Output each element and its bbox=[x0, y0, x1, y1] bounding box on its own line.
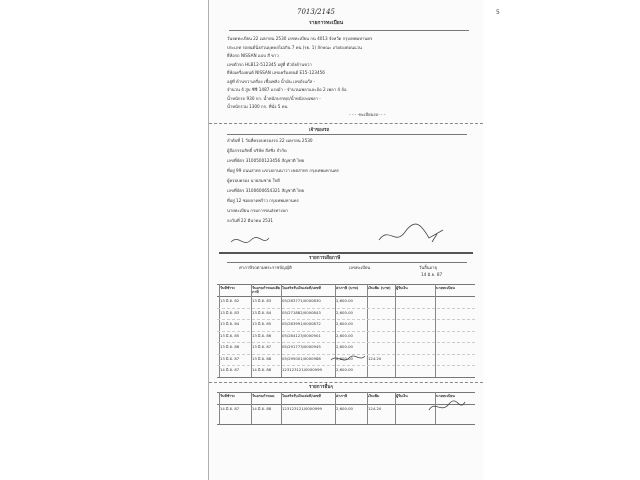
owner-section-title: เจ้าของรถ bbox=[309, 128, 330, 133]
other-table-bottom-border bbox=[217, 424, 475, 425]
tax-table-column-header: วันครบกำหนดเสียภาษี bbox=[252, 286, 280, 294]
other-table-column-header: นายทะเบียน bbox=[436, 394, 455, 398]
other-table-column-header: ผู้รับเงิน bbox=[396, 394, 408, 398]
tax-table-column-header: ผู้รับเงิน bbox=[396, 286, 408, 290]
tax-table-column-header: ใบเสร็จรับเงินเล่มที่/เลขที่ bbox=[282, 286, 321, 290]
tax-table-cell: 124.20 bbox=[368, 355, 382, 361]
owner-detail-row: นายทะเบียน กรมการขนส่งทางบก bbox=[227, 208, 288, 213]
tax-table-cell: 13 มิ.ย. 84 bbox=[220, 321, 240, 326]
section-divider-2 bbox=[209, 382, 483, 383]
tax-table-cell: 2,600.00 bbox=[336, 298, 353, 303]
section-divider bbox=[209, 123, 483, 124]
vehicle-detail-row: ประเภท รถยนต์นั่งส่วนบุคคลไม่เกิน 7 คน (รย. 1) ลักษณะ เก๋งสองตอนแวน bbox=[227, 44, 362, 50]
tax-header-right: วันสิ้นอายุ bbox=[419, 265, 437, 270]
tax-table-cell: 13 มิ.ย. 83 bbox=[220, 309, 240, 315]
title-rule bbox=[229, 30, 469, 31]
tax-table-row-divider bbox=[217, 308, 475, 309]
other-table-cell: 2,600.00 bbox=[336, 406, 353, 411]
tax-table-top-border bbox=[217, 284, 475, 285]
tax-table-row-divider bbox=[217, 331, 475, 332]
tax-table-cell: 05/271882/0000843 bbox=[282, 309, 321, 315]
owner-detail-row: ผู้ถือกรรมสิทธิ์ บริษัท ลีสซิ่ง จำกัด bbox=[227, 148, 287, 153]
tax-title-rule bbox=[227, 262, 467, 263]
owner-detail-row: เลขที่บัตร 3100600654321 สัญชาติ ไทย bbox=[227, 188, 305, 193]
tax-table-cell: 13 มิ.ย. 87 bbox=[252, 344, 272, 349]
tax-table-cell: 05/283991/0000872 bbox=[282, 321, 321, 326]
tax-table-cell: 13 มิ.ย. 83 bbox=[252, 298, 272, 303]
tax-table-cell: 05/291773/0000945 bbox=[282, 344, 321, 349]
tax-table-cell: 123123121/0000999 bbox=[282, 367, 322, 372]
tax-table-cell: 2,600.00 bbox=[336, 344, 353, 349]
tax-table-cell: 13 มิ.ย. 82 bbox=[220, 298, 240, 303]
vehicle-detail-row: วันจดทะเบียน 22 เมษายน 2530 เลขทะเบียน กน 4013 จังหวัด กรุงเทพมหานคร bbox=[227, 36, 373, 41]
owner-detail-row: ลำดับที่ 1 วันที่ครอบครองรถ 22 เมษายน 2530 bbox=[227, 138, 313, 143]
registrar-signature bbox=[377, 220, 447, 250]
tax-table-cell: 13 มิ.ย. 85 bbox=[252, 321, 272, 326]
bottom-signature bbox=[427, 398, 467, 418]
tax-table-column-header: นายทะเบียน bbox=[436, 286, 455, 290]
vehicle-detail-row: เลขตัวรถ HLB12-512345 อยู่ที่ ตัวถังด้านขวา bbox=[227, 61, 312, 67]
tax-table-cell: 13 มิ.ย. 86 bbox=[252, 332, 272, 338]
officer-signature bbox=[229, 232, 289, 250]
other-table-column-header: วันครบกำหนด bbox=[252, 394, 275, 398]
tax-table-cell: 14 มิ.ย. 87 bbox=[220, 367, 240, 372]
tax-section-title: รายการเสียภาษี bbox=[309, 256, 341, 261]
owner-rule bbox=[227, 134, 467, 135]
tax-table-cell: 2,600.00 bbox=[336, 367, 353, 372]
tax-table-column-header: วันที่ชำระ bbox=[220, 286, 236, 290]
bottom-section-title: รายการอื่นๆ bbox=[309, 385, 333, 390]
tax-table-cell: 14 มิ.ย. 88 bbox=[252, 367, 272, 372]
tax-table-cell: 05/295001/0000988 bbox=[282, 355, 321, 361]
tax-table-cell: 05/283771/0000830 bbox=[282, 298, 321, 303]
tax-header-left: ค่าภาษีรถตามพระราชบัญญัติ bbox=[239, 265, 292, 270]
tax-table-cell: 2,600.00 bbox=[336, 309, 353, 315]
document-id: 7013/2145 bbox=[297, 8, 335, 16]
vehicle-detail-row: ยี่ห้อเครื่องยนต์ NISSAN เลขเครื่องยนต์ E15-123456 bbox=[227, 70, 325, 75]
other-table-cell: 14 มิ.ย. 88 bbox=[252, 406, 272, 411]
tax-table-cell: 2,600.00 bbox=[336, 332, 353, 338]
tax-table-column-header: ค่าภาษี (บาท) bbox=[336, 286, 359, 290]
tax-table-cell: 13 มิ.ย. 84 bbox=[252, 309, 272, 315]
owner-detail-row: ที่อยู่ 99 ถนนสาทร แขวงยานนาวา เขตสาทร กรุงเทพมหานคร bbox=[227, 168, 339, 173]
section-divider-heavy bbox=[219, 252, 473, 254]
tax-header-year: 14 มิ.ย. 87 bbox=[421, 272, 443, 277]
owner-detail-row: เลขที่บัตร 3100500123456 สัญชาติ ไทย bbox=[227, 158, 305, 163]
page-number: 5 bbox=[496, 9, 500, 16]
row-signature bbox=[329, 352, 369, 366]
document-title: รายการทะเบียน bbox=[309, 20, 344, 26]
registration-document bbox=[208, 0, 483, 480]
other-table-column-header: ค่าภาษี bbox=[336, 394, 348, 398]
other-table-column-header: วันที่ชำระ bbox=[220, 394, 236, 398]
tax-table-cell: 2,600.00 bbox=[336, 355, 353, 361]
owner-detail-row: ที่อยู่ 12 ซอยลาดพร้าว กรุงเทพมหานคร bbox=[227, 198, 299, 203]
tax-table-bottom-border bbox=[217, 377, 475, 378]
tax-table-cell: 05/284123/0000901 bbox=[282, 332, 321, 338]
other-table-top-border bbox=[217, 392, 475, 393]
tax-table-cell: 13 มิ.ย. 87 bbox=[220, 355, 240, 361]
other-table-column-header: ใบเสร็จรับเงินเล่มที่/เลขที่ bbox=[282, 394, 321, 398]
vehicle-detail-row: จำนวน 4 สูบ ซีซี 1487 แรงม้า - จำนวนเพลาและล้อ 2 เพลา 4 ล้อ bbox=[227, 87, 347, 92]
vehicle-detail-row: น้ำหนักรถ 930 กก. น้ำหนักบรรทุก/น้ำหนักลงเพลา - bbox=[227, 95, 321, 101]
owner-detail-row: ลงวันที่ 22 มีนาคม 2531 bbox=[227, 218, 274, 223]
vehicle-detail-row: อยู่ที่ ด้านขวาเครื่อง เชื้อเพลิง น้ำมัน เลขถังแก๊ส - bbox=[227, 78, 316, 84]
other-table-cell: 123123121/0000999 bbox=[282, 406, 322, 411]
vehicle-detail-row: ยี่ห้อรถ NISSAN แบบ สี ขาว bbox=[227, 53, 279, 58]
other-table-cell: 124.20 bbox=[368, 406, 382, 411]
owner-detail-row: ผู้ครอบครอง นายสมชาย ใจดี bbox=[227, 178, 280, 183]
dotted-mark: - - - -ทะเบียนรถ- - - bbox=[349, 112, 386, 117]
tax-table-row-divider bbox=[217, 342, 475, 343]
vehicle-detail-row: น้ำหนักรวม 1300 กก. ที่นั่ง 5 คน bbox=[227, 104, 288, 109]
tax-table-row-divider bbox=[217, 319, 475, 320]
tax-header-mid: เลขทะเบียน bbox=[349, 265, 371, 270]
tax-table-cell: 13 มิ.ย. 88 bbox=[252, 355, 272, 361]
tax-table-cell: 13 มิ.ย. 85 bbox=[220, 332, 240, 338]
other-table-column-header: เงินเพิ่ม bbox=[368, 394, 380, 398]
tax-table-header-border bbox=[217, 296, 475, 297]
tax-table-column-header: เงินเพิ่ม (บาท) bbox=[368, 286, 391, 290]
tax-table-cell: 2,600.00 bbox=[336, 321, 353, 326]
tax-table-cell: 13 มิ.ย. 86 bbox=[220, 344, 240, 349]
other-table-cell: 14 มิ.ย. 87 bbox=[220, 406, 240, 411]
